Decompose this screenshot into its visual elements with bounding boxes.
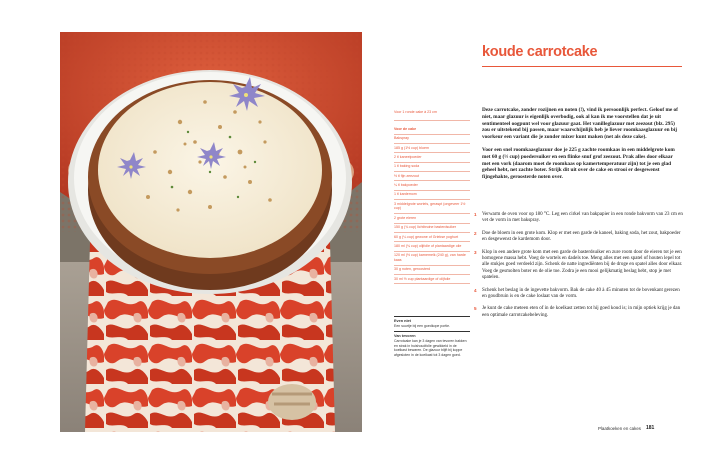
note-rule <box>394 316 470 317</box>
title-rule <box>482 66 682 67</box>
ingredient-item: 1 tl kardemom <box>394 191 470 200</box>
recipe-intro <box>482 107 682 187</box>
page-number: 181 <box>646 425 655 431</box>
intro-paragraph: Voor een snel roomkaasglazuur doe je 225 g zachte roomkaas in een middelgrote kom met 60 g (½ cup) poedersuiker en een flinke snuf grof zeezout. Prak alles door elkaar met een vork (daarom moet de roomkaas op kamertemperatuur zijn) tot je een glad geheel hebt, net zachte boter. Strijk dit uit over de cake en strooi er desgewenst fijngehakte, geroosterde noten over. <box>482 146 675 181</box>
step-text: Je kunt de cake meteen eten of in de koelkast zetten tot hij goed koud is; in mijn optiek krijg je dan een optimale carrotcakebeleving. <box>482 306 681 318</box>
step-text: Schenk het beslag in de ingevette bakvorm. Bak de cake 40 à 45 minuten tot de bovenkant gerezen en goudbruin is en de cake loslaat van de vorm. <box>482 287 680 300</box>
ingredient-item: 185 g (1½ cup) bloem <box>394 144 470 153</box>
note-rule <box>394 331 470 332</box>
note-heading: Van tevoren <box>394 334 416 339</box>
servings-label: Voor 1 ronde cake à 23 cm <box>394 108 470 121</box>
ingredient-item: 150 g (¾ cup) lichtbruine basterdsuiker <box>394 224 470 233</box>
recipe-notes <box>394 316 470 360</box>
carrot-cake-photo <box>60 32 362 432</box>
step-number: 2 <box>474 230 477 236</box>
step-item <box>474 212 684 225</box>
ingredient-item: ¼ tl bakpoeder <box>394 181 470 190</box>
cake-heading: Voor de cake <box>394 125 470 134</box>
intro-paragraph: Deze carrotcake, zonder rozijnen en noten (!), vind ik persoonlijk perfect. Geloof me of niet, maar glazuur is eigenlijk overbodig, ook al kan ik me voorstellen dat je uit sentimenteel oogpunt wel voor glazuur gaat. Het vanilleglazuur met zeezout (blz. 295) zou er uitstekend bij passen, maar waarschijnlijk heb je liever roomkaasglazuur en bij voorkeur een variant die je zonder mixer kunt maken (net als deze cake). <box>482 107 678 141</box>
step-number: 5 <box>474 306 477 312</box>
ingredient-item: ½ tl fijn zeezout <box>394 172 470 181</box>
ingredient-item: 60 g (¼ cup) gewone of Griekse yoghurt <box>394 233 470 242</box>
step-item <box>474 288 684 301</box>
note-text: Een suurtje bij een goedkope portie. <box>394 324 451 328</box>
ingredient-item: 30 g noten, geroosterd <box>394 266 470 275</box>
ingredients-list <box>394 108 470 284</box>
note-text: Carrotcake kan je 3 dagen van tevoren bakken en strak in huishoudfolie gewikkeld in de koelkast bewaren. De glazuur blijft bij koppe afgesloten in de koelkast tot 3 dagen goed. <box>394 339 467 357</box>
recipe-steps <box>474 212 684 325</box>
ingredient-item: 120 ml (½ cup) karnemelk (240 g), van harde kaas <box>394 252 470 266</box>
ingredient-item: 1 tl baking soda <box>394 163 470 172</box>
carrot-cake-illustration <box>60 32 362 432</box>
step-text: Verwarm de oven voor op 180 °C. Leg een cirkel van bakpapier in een ronde bakvorm van 23 cm en vet de vorm in met bakspray. <box>482 212 683 224</box>
step-text: Doe de bloem in een grote kom. Klop er met een garde de kaneel, baking soda, het zout, bakpoeder en desgewenst de kardemom door. <box>482 230 681 243</box>
ingredient-item: 2 tl kaneelpoeder <box>394 153 470 162</box>
step-number: 4 <box>474 287 477 293</box>
ingredient-item: Bakspray <box>394 135 470 144</box>
step-item <box>474 306 684 319</box>
ingredient-item: 2 grote eieren <box>394 214 470 223</box>
step-item <box>474 231 684 244</box>
step-item <box>474 250 684 282</box>
footer-section-title: Plaatkoeken en cakes <box>598 426 641 431</box>
step-number: 1 <box>474 212 477 217</box>
ingredient-item: 180 ml (¾ cup) olijfolie of plantaardige olie <box>394 242 470 251</box>
note-heading: Even niet <box>394 319 411 323</box>
recipe-title: koude carrotcake <box>482 44 598 60</box>
step-text: Klop in een andere grote kom met een garde de basterdsuiker en zure room door de eieren tot je een homogene massa hebt. Voeg de wortels en dadels toe. Meng alles met een spatel of houten lepel tot alle stukjes goed verdeeld zijn. Schenk de natte ingrediënten bij de droge en spatel alles door elkaar. Voeg de gesmolten boter en de olie toe. Zodra je een mooi gelijkmatig beslag hebt, stop je met spatelen. <box>482 249 683 281</box>
ingredient-item: 3 middelgrote wortels, geraspt (ongeveer 1½ cup) <box>394 200 470 214</box>
ingredient-item: 30 ml ½ cup plantaardige of olijfolie <box>394 275 470 284</box>
step-number: 3 <box>474 249 477 255</box>
